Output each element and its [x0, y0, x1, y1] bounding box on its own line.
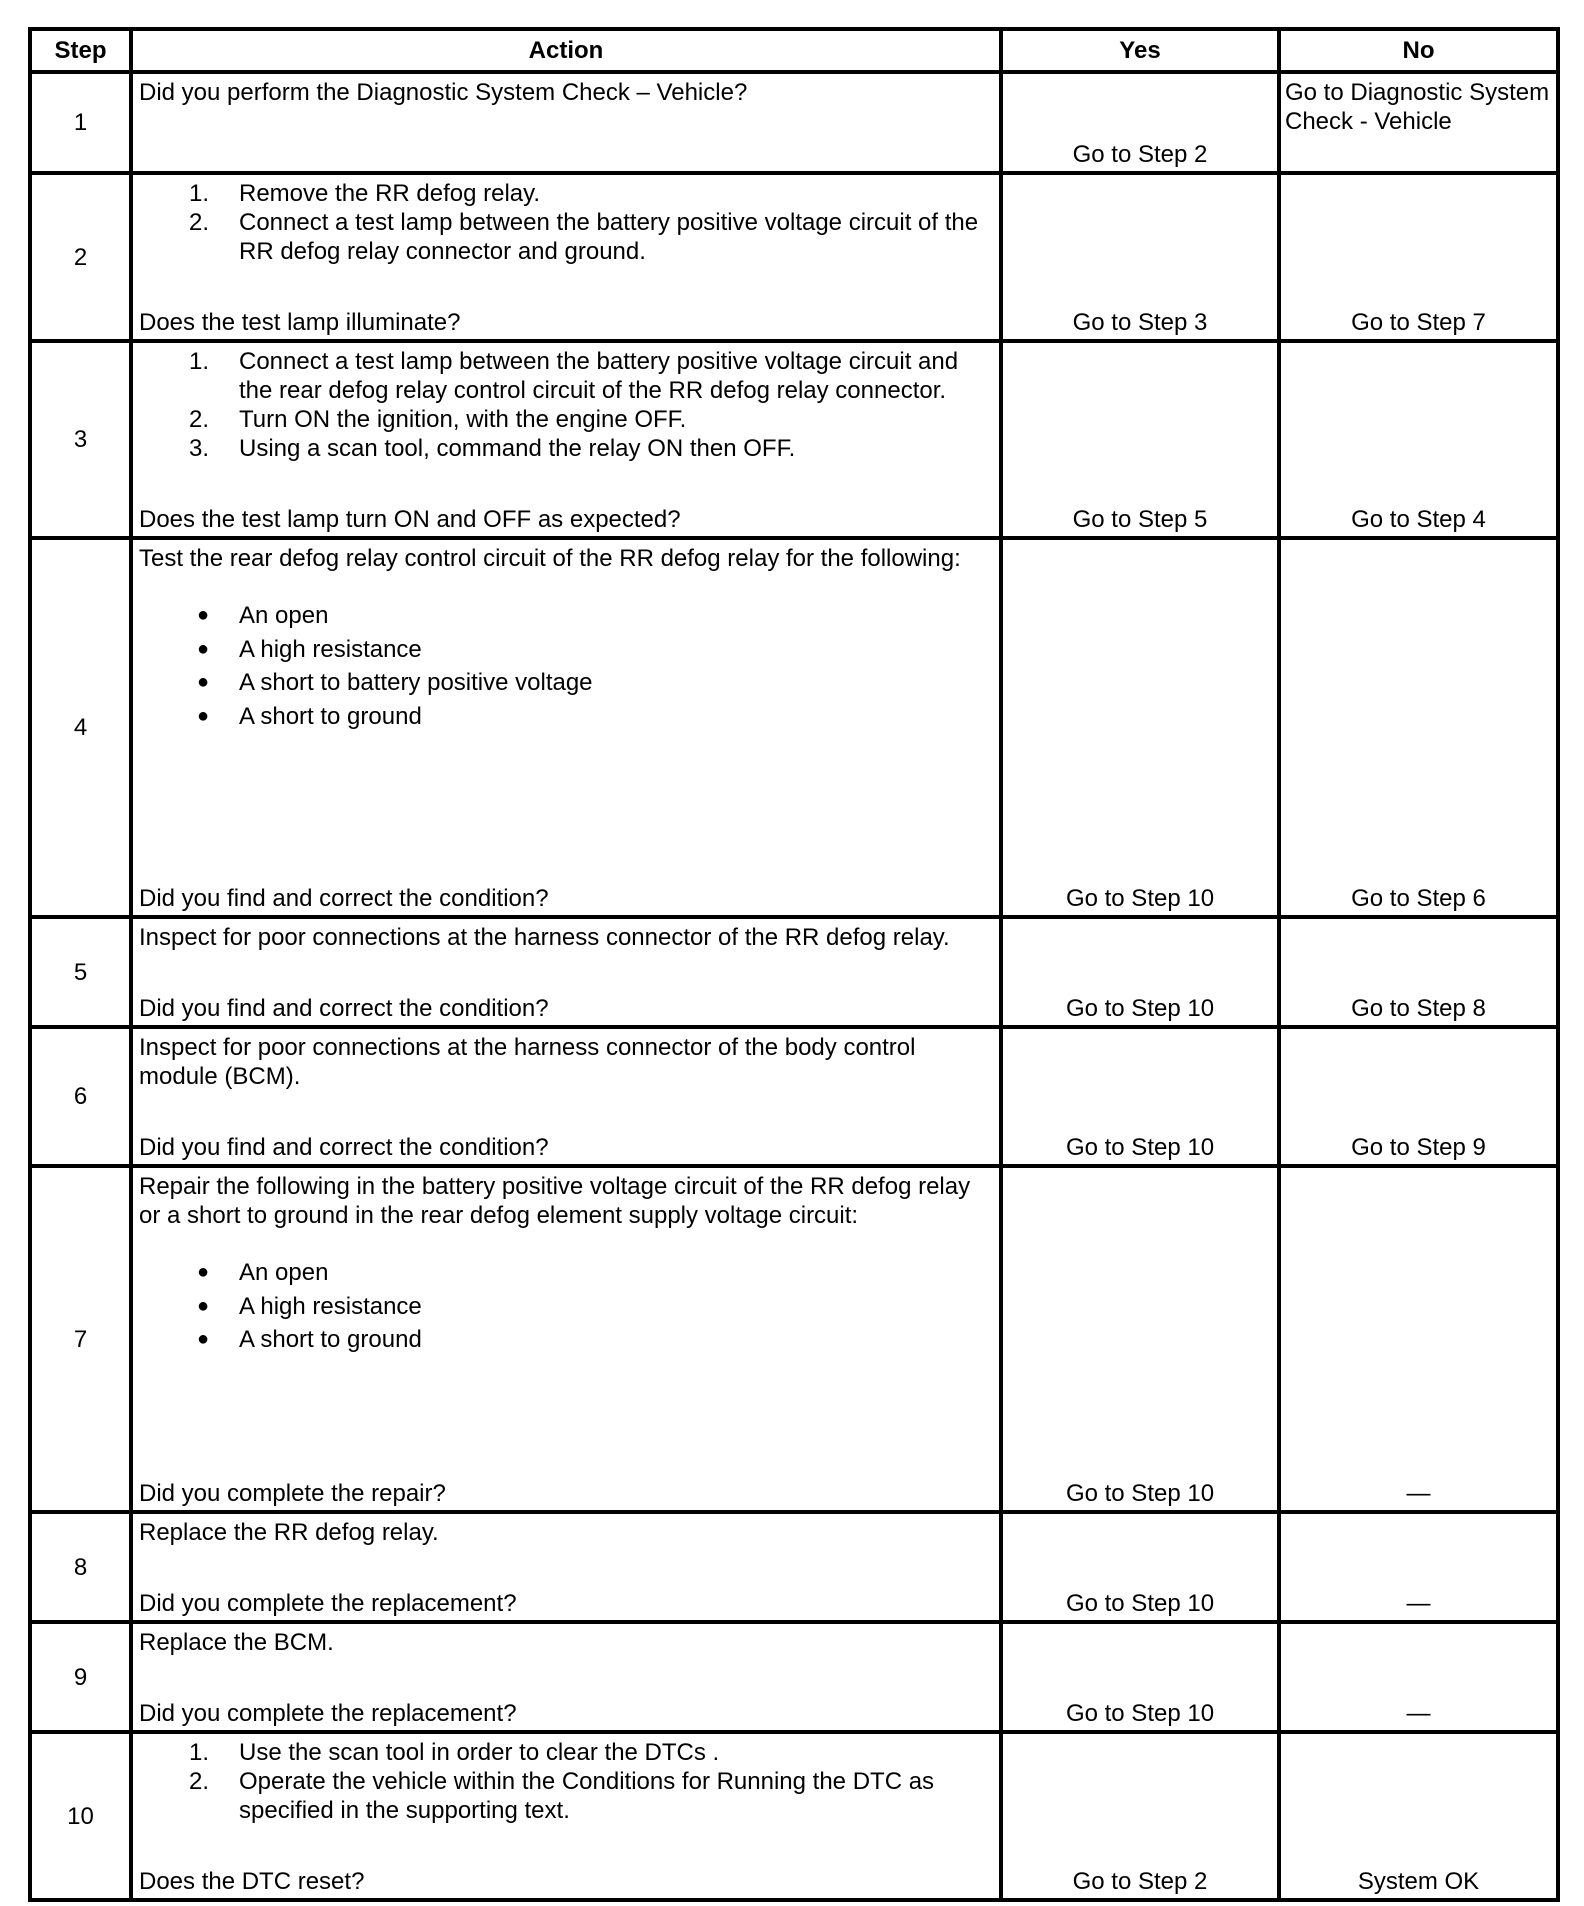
numbered-list: [139, 179, 993, 266]
list-item: 3. Using a scan tool, command the relay ON then OFF.: [189, 435, 796, 462]
list-item: 2. Turn ON the ignition, with the engine OFF.: [189, 406, 687, 433]
step-number: 9: [30, 1622, 131, 1732]
numbered-list: [139, 1738, 993, 1825]
list-item: ● A short to battery positive voltage: [197, 669, 593, 696]
list-item: 2. Connect a test lamp between the battery positive voltage circuit of the RR defog relay connector and ground.: [189, 209, 979, 265]
list-item: ● A short to ground: [197, 702, 422, 730]
no-cell: —: [1279, 1622, 1558, 1732]
no-cell: —: [1279, 1512, 1558, 1622]
no-cell: —: [1279, 1166, 1558, 1512]
yes-cell: Go to Step 10: [1001, 1622, 1279, 1732]
header-no: No: [1279, 29, 1558, 72]
step-number: 7: [30, 1166, 131, 1512]
list-item: ● A short to ground: [197, 1326, 422, 1353]
table-row: [30, 72, 1558, 173]
table-row: [30, 1027, 1558, 1166]
yes-cell: Go to Step 10: [1001, 1166, 1279, 1512]
no-cell: Go to Step 8: [1279, 917, 1558, 1027]
yes-cell: Go to Step 10: [1001, 1027, 1279, 1166]
table-row: [30, 173, 1558, 341]
list-item: ● An open: [197, 602, 329, 629]
yes-cell: Go to Step 10: [1001, 538, 1279, 917]
list-item: 1. Connect a test lamp between the battery positive voltage circuit and the rear defog relay control circuit of the RR defog relay connector.: [189, 348, 959, 404]
action-question: Did you find and correct the condition?: [139, 995, 549, 1022]
action-text: Inspect for poor connections at the harness connector of the body control module (BCM).: [139, 1034, 916, 1090]
action-question: Did you find and correct the condition?: [139, 1134, 549, 1161]
step-number: 5: [30, 917, 131, 1027]
table-row: [30, 1512, 1558, 1622]
list-item: 1. Remove the RR defog relay.: [189, 180, 541, 207]
action-cell: [131, 1027, 1001, 1166]
action-text: Inspect for poor connections at the harness connector of the RR defog relay.: [139, 924, 950, 951]
action-question: Does the test lamp turn ON and OFF as expected?: [139, 506, 681, 533]
yes-cell: Go to Step 10: [1001, 1512, 1279, 1622]
action-question: Did you complete the replacement?: [139, 1700, 517, 1727]
header-row: [30, 29, 1558, 72]
yes-cell: Go to Step 10: [1001, 917, 1279, 1027]
list-item: ● An open: [197, 1259, 329, 1286]
yes-cell: Go to Step 2: [1001, 72, 1279, 173]
step-number: 8: [30, 1512, 131, 1622]
no-cell: Go to Step 6: [1279, 538, 1558, 917]
action-question: Did you find and correct the condition?: [139, 885, 549, 912]
table-row: [30, 538, 1558, 917]
no-cell: Go to Step 4: [1279, 341, 1558, 538]
action-cell: [131, 173, 1001, 341]
table-row: [30, 341, 1558, 538]
yes-cell: Go to Step 5: [1001, 341, 1279, 538]
yes-cell: Go to Step 3: [1001, 173, 1279, 341]
action-cell: [131, 538, 1001, 917]
action-question: Does the DTC reset?: [139, 1868, 365, 1895]
numbered-list: [139, 347, 993, 463]
step-number: 10: [30, 1732, 131, 1900]
action-text: Replace the BCM.: [139, 1629, 334, 1656]
action-cell: [131, 1622, 1001, 1732]
action-text: Replace the RR defog relay.: [139, 1519, 439, 1546]
action-cell: [131, 1732, 1001, 1900]
step-number: 6: [30, 1027, 131, 1166]
step-number: 1: [30, 72, 131, 173]
header-yes: Yes: [1001, 29, 1279, 72]
bullet-list: [139, 599, 993, 733]
table-row: [30, 917, 1558, 1027]
action-text: Did you perform the Diagnostic System Check – Vehicle?: [139, 79, 748, 106]
action-text: Test the rear defog relay control circuit of the RR defog relay for the following:: [139, 545, 961, 572]
table-row: [30, 1166, 1558, 1512]
header-action: Action: [131, 29, 1001, 72]
list-item: 1. Use the scan tool in order to clear the DTCs .: [189, 1739, 720, 1766]
list-item: 2. Operate the vehicle within the Conditions for Running the DTC as specified in the supporting text.: [189, 1768, 935, 1824]
diagnostic-table: [28, 27, 1560, 1902]
no-cell: Go to Diagnostic System Check - Vehicle: [1279, 72, 1558, 173]
action-cell: [131, 72, 1001, 173]
bullet-list: [139, 1256, 993, 1357]
list-item: ● A high resistance: [197, 635, 422, 663]
no-cell: Go to Step 7: [1279, 173, 1558, 341]
action-text: Repair the following in the battery positive voltage circuit of the RR defog relay or a short to ground in the rear defog element supply voltage circuit:: [139, 1173, 971, 1229]
action-cell: [131, 917, 1001, 1027]
yes-cell: Go to Step 2: [1001, 1732, 1279, 1900]
action-question: Does the test lamp illuminate?: [139, 309, 461, 336]
action-cell: [131, 1512, 1001, 1622]
action-cell: [131, 341, 1001, 538]
step-number: 4: [30, 538, 131, 917]
list-item: ● A high resistance: [197, 1292, 422, 1320]
header-step: Step: [30, 29, 131, 72]
action-cell: [131, 1166, 1001, 1512]
table-row: [30, 1622, 1558, 1732]
no-cell: System OK: [1279, 1732, 1558, 1900]
table-row: [30, 1732, 1558, 1900]
no-cell: Go to Step 9: [1279, 1027, 1558, 1166]
action-question: Did you complete the repair?: [139, 1480, 446, 1507]
action-question: Did you complete the replacement?: [139, 1590, 517, 1617]
step-number: 3: [30, 341, 131, 538]
diagnostic-table-container: [28, 27, 1556, 1902]
step-number: 2: [30, 173, 131, 341]
